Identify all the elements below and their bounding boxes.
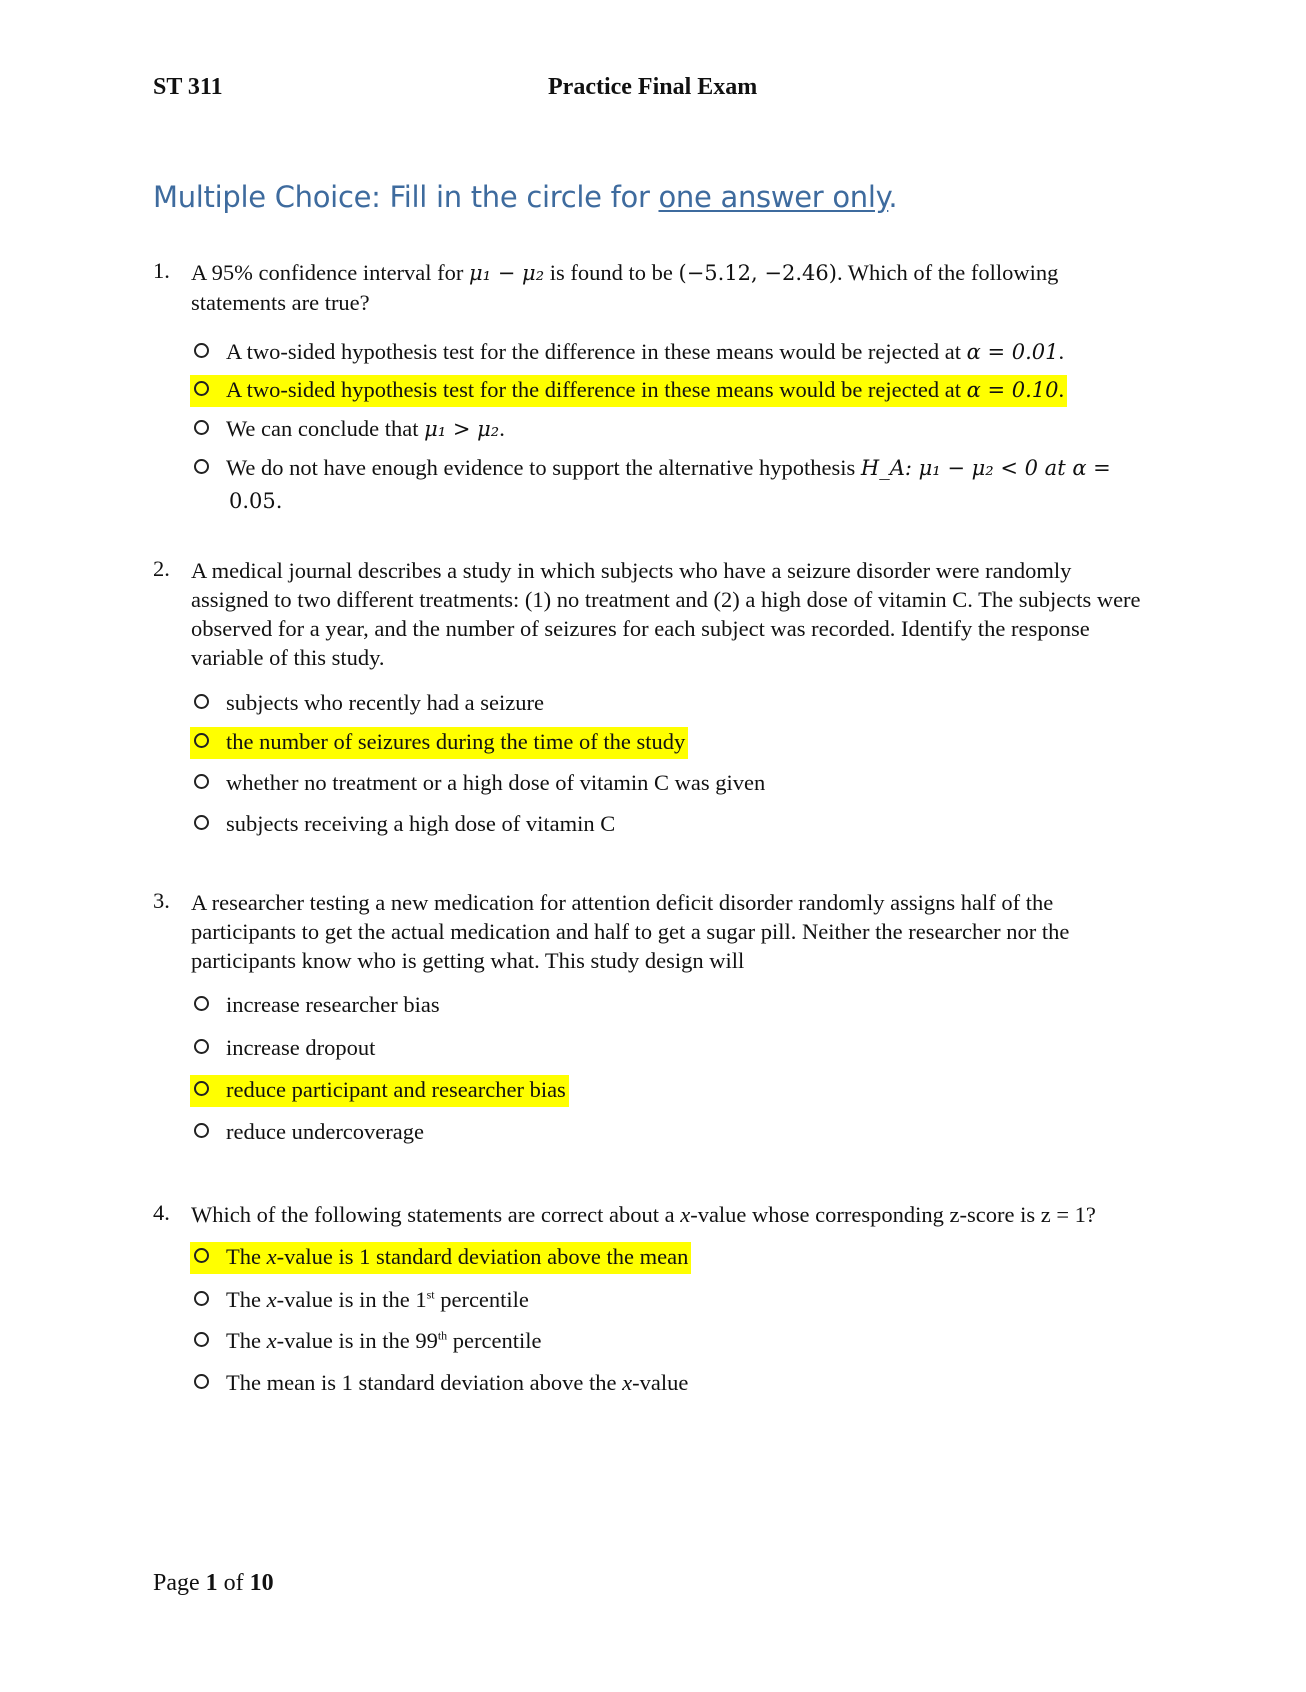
answer-option[interactable] xyxy=(190,1285,532,1317)
answer-option[interactable] xyxy=(190,337,1067,369)
question-1 xyxy=(153,258,1143,317)
exam-title: Practice Final Exam xyxy=(548,74,758,100)
option-text: subjects who recently had a seizure xyxy=(226,690,544,715)
radio-circle-icon[interactable] xyxy=(194,459,209,474)
radio-circle-icon[interactable] xyxy=(194,694,209,709)
radio-circle-icon[interactable] xyxy=(194,1081,209,1096)
section-heading xyxy=(153,180,897,214)
answer-option[interactable] xyxy=(190,990,443,1022)
option-text: The xyxy=(226,1244,267,1269)
option-text: The xyxy=(226,1328,267,1353)
option-math: α = 0.01 xyxy=(966,340,1059,364)
option-text: The mean is 1 standard deviation above the xyxy=(226,1370,623,1395)
question-text-part: is found to be xyxy=(544,260,679,285)
option-math: H_A: μ₁ − μ₂ < 0 at α = xyxy=(860,456,1111,480)
option-variable: x xyxy=(622,1370,633,1395)
question-text-part: A 95% confidence interval for xyxy=(191,260,470,285)
option-text: . xyxy=(1058,377,1065,402)
answer-option-selected[interactable] xyxy=(190,1242,691,1274)
radio-circle-icon[interactable] xyxy=(194,1039,209,1054)
option-text: increase researcher bias xyxy=(226,992,440,1017)
question-number: 3. xyxy=(153,888,170,913)
question-text-part: -value whose corresponding z-score is z = 1? xyxy=(690,1202,1096,1227)
option-text: . xyxy=(1058,339,1065,364)
answer-option[interactable] xyxy=(190,1326,545,1358)
option-text: whether no treatment or a high dose of vitamin C was given xyxy=(226,770,766,795)
radio-circle-icon[interactable] xyxy=(194,420,209,435)
option-math: μ₁ > μ₂ xyxy=(424,417,500,441)
question-text: A researcher testing a new medication for attention deficit disorder randomly assigns half of the participants to get the actual medication and half to get a sugar pill. Neither the researcher nor the participants know who is getting what. This study design will xyxy=(191,890,1070,973)
question-number: 1. xyxy=(153,258,170,283)
option-variable: x xyxy=(266,1244,277,1269)
option-text: reduce participant and researcher bias xyxy=(226,1077,566,1102)
question-math: μ₁ − μ₂ xyxy=(469,261,545,285)
question-number: 2. xyxy=(153,556,170,581)
section-heading-underlined: one answer only xyxy=(658,180,889,214)
page-footer xyxy=(153,1570,274,1597)
option-text: percentile xyxy=(447,1328,542,1353)
answer-option[interactable] xyxy=(190,809,618,841)
question-text xyxy=(191,1200,1141,1229)
answer-option[interactable] xyxy=(190,1117,427,1149)
option-text: -value xyxy=(632,1370,689,1395)
answer-option[interactable] xyxy=(190,453,1114,485)
question-4 xyxy=(153,1200,1143,1229)
radio-circle-icon[interactable] xyxy=(194,1291,209,1306)
radio-circle-icon[interactable] xyxy=(194,996,209,1011)
question-3 xyxy=(153,888,1143,975)
question-math: (−5.12, −2.46) xyxy=(678,261,837,285)
option-text: A two-sided hypothesis test for the difference in these means would be rejected at xyxy=(226,377,967,402)
answer-option-selected[interactable] xyxy=(190,727,688,759)
section-heading-prefix: Multiple Choice: Fill in the circle for xyxy=(153,180,659,214)
question-text-part: . Which of the following statements are true? xyxy=(191,260,1059,315)
option-text: -value is 1 standard deviation above the mean xyxy=(276,1244,689,1269)
option-superscript: th xyxy=(437,1328,448,1343)
answer-option[interactable] xyxy=(190,688,547,720)
option-text: A two-sided hypothesis test for the difference in these means would be rejected at xyxy=(226,339,967,364)
option-wrap-text: 0.05. xyxy=(229,489,283,513)
answer-option[interactable] xyxy=(190,414,508,446)
answer-option[interactable] xyxy=(190,1368,691,1400)
option-text: -value is in the 1 xyxy=(276,1287,427,1312)
answer-option[interactable] xyxy=(190,1033,378,1065)
radio-circle-icon[interactable] xyxy=(194,1123,209,1138)
section-heading-suffix: . xyxy=(888,180,898,214)
question-text: A medical journal describes a study in which subjects who have a seizure disorder were randomly assigned to two different treatments: (1) no treatment and (2) a high dose of vitamin C. The subjects were observed for a year, and the number of seizures for each subject was recorded. Identify the response variable of this study. xyxy=(191,558,1141,670)
radio-circle-icon[interactable] xyxy=(194,774,209,789)
option-text: subjects receiving a high dose of vitamin C xyxy=(226,811,616,836)
radio-circle-icon[interactable] xyxy=(194,381,209,396)
question-text-part: Which of the following statements are correct about a xyxy=(191,1202,681,1227)
option-text: The xyxy=(226,1287,267,1312)
radio-circle-icon[interactable] xyxy=(194,815,209,830)
option-text: reduce undercoverage xyxy=(226,1119,424,1144)
question-number: 4. xyxy=(153,1200,170,1225)
option-text: . xyxy=(499,416,505,441)
option-text: -value is in the 99 xyxy=(276,1328,438,1353)
answer-option-selected[interactable] xyxy=(190,375,1067,407)
radio-circle-icon[interactable] xyxy=(194,343,209,358)
option-superscript: st xyxy=(426,1287,435,1302)
answer-option-selected[interactable] xyxy=(190,1075,569,1107)
radio-circle-icon[interactable] xyxy=(194,1374,209,1389)
option-variable: x xyxy=(266,1328,277,1353)
question-text xyxy=(191,258,1141,317)
question-2 xyxy=(153,556,1143,672)
option-text: We can conclude that xyxy=(226,416,425,441)
option-text: increase dropout xyxy=(226,1035,376,1060)
option-text: percentile xyxy=(434,1287,529,1312)
option-math: α = 0.10 xyxy=(966,378,1059,402)
option-variable: x xyxy=(266,1287,277,1312)
course-code: ST 311 xyxy=(153,74,223,100)
question-variable: x xyxy=(680,1202,691,1227)
radio-circle-icon[interactable] xyxy=(194,1248,209,1263)
footer-page-total: 10 xyxy=(249,1570,274,1596)
footer-page-number: 1 xyxy=(205,1570,218,1596)
footer-page-label: Page xyxy=(153,1570,206,1596)
footer-of-label: of xyxy=(217,1570,250,1596)
answer-option[interactable] xyxy=(190,768,768,800)
option-text: We do not have enough evidence to support the alternative hypothesis xyxy=(226,455,861,480)
radio-circle-icon[interactable] xyxy=(194,733,209,748)
option-text: the number of seizures during the time of the study xyxy=(226,729,686,754)
radio-circle-icon[interactable] xyxy=(194,1332,209,1347)
